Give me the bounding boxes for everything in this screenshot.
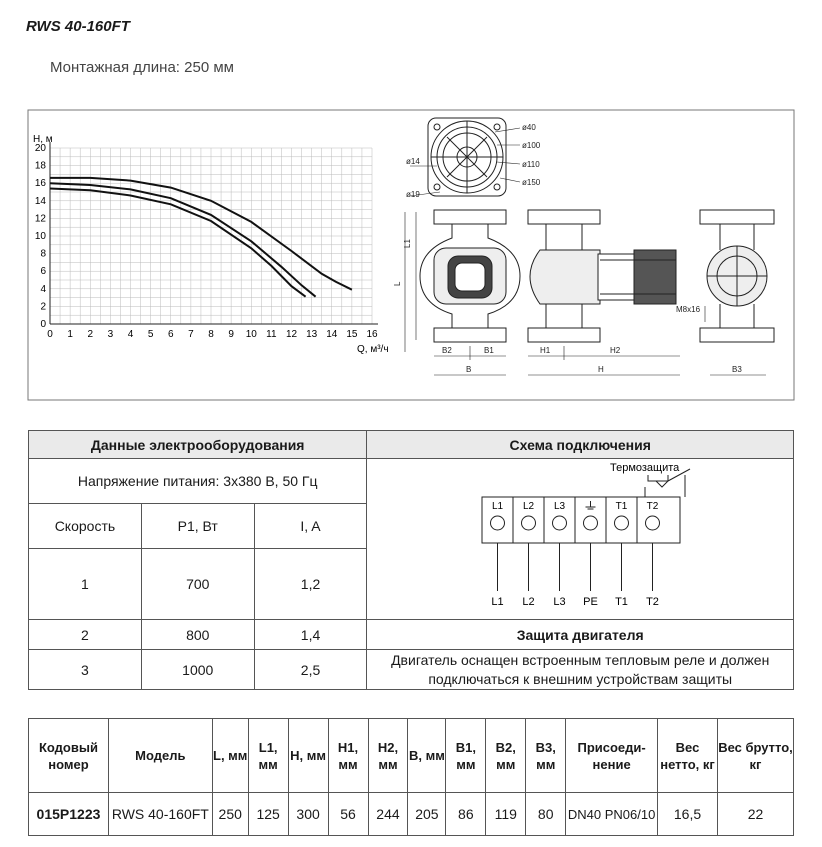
codes-cell: DN40 PN06/10 [566, 793, 658, 836]
electrical-wiring-table [28, 430, 794, 690]
codes-cell: 205 [408, 793, 446, 836]
power-1: 700 [141, 548, 254, 619]
wiring-header: Схема подключения [367, 431, 794, 459]
terminal-screw [646, 516, 660, 530]
x-axis-label: Q, м³/ч [357, 344, 389, 355]
terminal-bottom-label: T1 [615, 596, 629, 608]
x-tick-label: 3 [107, 329, 114, 340]
y-tick-label: 18 [34, 160, 46, 172]
y-tick-label: 10 [34, 231, 46, 242]
x-tick-label: 13 [306, 329, 318, 340]
codes-cell: 86 [446, 793, 486, 836]
codes-table [28, 718, 794, 836]
dim-H: H [598, 365, 604, 374]
codes-col-header: B, мм [408, 719, 446, 793]
terminal-top-label: T1 [615, 501, 628, 512]
x-tick-label: 7 [188, 329, 194, 340]
current-2: 1,4 [254, 620, 367, 650]
x-tick-label: 2 [87, 329, 94, 340]
x-tick-label: 4 [127, 329, 134, 340]
performance-curve-3 [50, 189, 306, 297]
speed-2: 2 [29, 620, 142, 650]
codes-cell: 300 [288, 793, 328, 836]
figure-frame [28, 110, 794, 400]
terminal-bottom-label: L2 [522, 596, 535, 608]
codes-col-header: Модель [108, 719, 212, 793]
performance-chart [33, 134, 389, 355]
codes-cell: 250 [212, 793, 248, 836]
codes-col-header: Кодовый номер [29, 719, 109, 793]
dim-d14: ø14 [406, 157, 420, 166]
x-tick-label: 6 [167, 329, 174, 340]
y-tick-label: 12 [34, 213, 46, 225]
speed-3: 3 [29, 650, 142, 690]
codes-col-header: L1, мм [248, 719, 288, 793]
back-view-dims [676, 305, 742, 374]
protection-line-2: подключаться к внешним устройствам защиты [428, 670, 733, 687]
thermo-label: Термозащита [610, 462, 680, 474]
codes-col-header: Вес нетто, кг [658, 719, 718, 793]
col-power: P1, Вт [141, 503, 254, 548]
wiring-diagram [430, 459, 730, 619]
x-tick-label: 11 [266, 329, 277, 340]
y-tick-label: 4 [40, 283, 46, 295]
codes-cell: RWS 40-160FT [108, 793, 212, 836]
x-tick-label: 16 [366, 329, 378, 340]
speed-1: 1 [29, 548, 142, 619]
codes-cell: 015P1223 [29, 793, 109, 836]
chart-grid [50, 148, 372, 324]
terminal-screw [553, 516, 567, 530]
terminal-bottom-label: PE [583, 596, 599, 608]
terminal-top-label: L1 [492, 501, 504, 512]
dim-d19: ø19 [406, 190, 420, 199]
dim-B2: B2 [442, 346, 452, 355]
protection-text [367, 650, 794, 690]
x-tick-label: 10 [245, 329, 257, 340]
dim-d40: ø40 [522, 123, 536, 132]
thermo-leads [645, 475, 685, 497]
dim-d150: ø150 [522, 178, 541, 187]
terminal-top-label: L2 [523, 501, 535, 512]
side-view-dims [540, 346, 621, 374]
codes-col-header: H2, мм [368, 719, 408, 793]
codes-col-header: H, мм [288, 719, 328, 793]
y-tick-label: 8 [40, 248, 46, 260]
pump-top-view [410, 118, 520, 196]
x-tick-label: 0 [47, 329, 53, 340]
terminal-screw [584, 516, 598, 530]
codes-col-header: Вес брутто, кг [717, 719, 793, 793]
codes-cell: 244 [368, 793, 408, 836]
pump-side-view [528, 210, 680, 375]
dim-B3: B3 [732, 365, 742, 374]
terminal-bottom-label: L1 [491, 596, 504, 608]
y-tick-label: 14 [34, 195, 46, 207]
y-tick-label: 6 [40, 266, 46, 278]
codes-cell: 119 [486, 793, 526, 836]
x-tick-label: 9 [228, 329, 234, 340]
terminal-bottom-label: L3 [553, 596, 566, 608]
y-tick-label: 2 [40, 301, 46, 313]
dim-B1: B1 [484, 346, 494, 355]
codes-header-row [29, 719, 794, 793]
current-3: 2,5 [254, 650, 367, 690]
terminal-bottom-label: T2 [646, 596, 660, 608]
codes-cell: 125 [248, 793, 288, 836]
wiring-diagram-cell [367, 459, 794, 620]
dim-M8x16: M8x16 [676, 305, 701, 314]
y-tick-label: 0 [40, 319, 46, 330]
mounting-length: Монтажная длина: 250 мм [50, 59, 234, 76]
x-tick-label: 5 [147, 329, 154, 340]
power-2: 800 [141, 620, 254, 650]
col-speed: Скорость [29, 503, 142, 548]
terminal-screw [522, 516, 536, 530]
codes-col-header: B1, мм [446, 719, 486, 793]
protection-line-1: Двигатель оснащен встроенным тепловым реле и должен [391, 651, 770, 668]
dim-H1: H1 [540, 346, 551, 355]
dim-d100: ø100 [522, 141, 541, 150]
thermo-switch [648, 475, 668, 487]
x-tick-label: 15 [346, 329, 358, 340]
codes-col-header: L, мм [212, 719, 248, 793]
codes-cell: 22 [717, 793, 793, 836]
x-tick-label: 8 [208, 329, 214, 340]
current-1: 1,2 [254, 548, 367, 619]
dim-L: L [393, 281, 402, 286]
dim-B: B [466, 365, 472, 374]
codes-cell: 80 [526, 793, 566, 836]
pump-back-view [700, 210, 774, 375]
x-tick-label: 12 [285, 329, 298, 340]
col-current: I, A [254, 503, 367, 548]
x-tick-label: 14 [326, 329, 338, 340]
terminal-screw [491, 516, 505, 530]
terminal-screw [615, 516, 629, 530]
power-3: 1000 [141, 650, 254, 690]
chart-axes [50, 142, 378, 324]
terminal-top-label: T2 [646, 501, 659, 512]
dim-L1: L1 [403, 239, 412, 248]
chart-ticks [35, 143, 378, 340]
protection-header: Защита двигателя [367, 620, 794, 650]
codes-col-header: B2, мм [486, 719, 526, 793]
codes-col-header: H1, мм [328, 719, 368, 793]
supply-voltage: Напряжение питания: 3х380 В, 50 Гц [29, 459, 367, 504]
y-tick-label: 20 [34, 143, 46, 154]
terminal-block [482, 497, 680, 608]
codes-cell: 16,5 [658, 793, 718, 836]
top-view-dims [406, 123, 541, 199]
dim-d110: ø110 [522, 160, 540, 169]
electrical-header: Данные электрооборудования [29, 431, 367, 459]
codes-data-row [29, 793, 794, 836]
dim-H2: H2 [610, 346, 621, 355]
y-axis-label: H, м [33, 134, 53, 145]
ground-icon [586, 501, 596, 509]
codes-col-header: Присоеди-нение [566, 719, 658, 793]
codes-col-header: B3, мм [526, 719, 566, 793]
codes-cell: 56 [328, 793, 368, 836]
technical-figure [0, 100, 822, 410]
pump-front-view [405, 210, 520, 375]
x-tick-label: 1 [67, 329, 73, 340]
y-tick-label: 16 [34, 178, 46, 190]
page-title: RWS 40-160FT [26, 18, 130, 35]
terminal-top-label: L3 [554, 501, 566, 512]
